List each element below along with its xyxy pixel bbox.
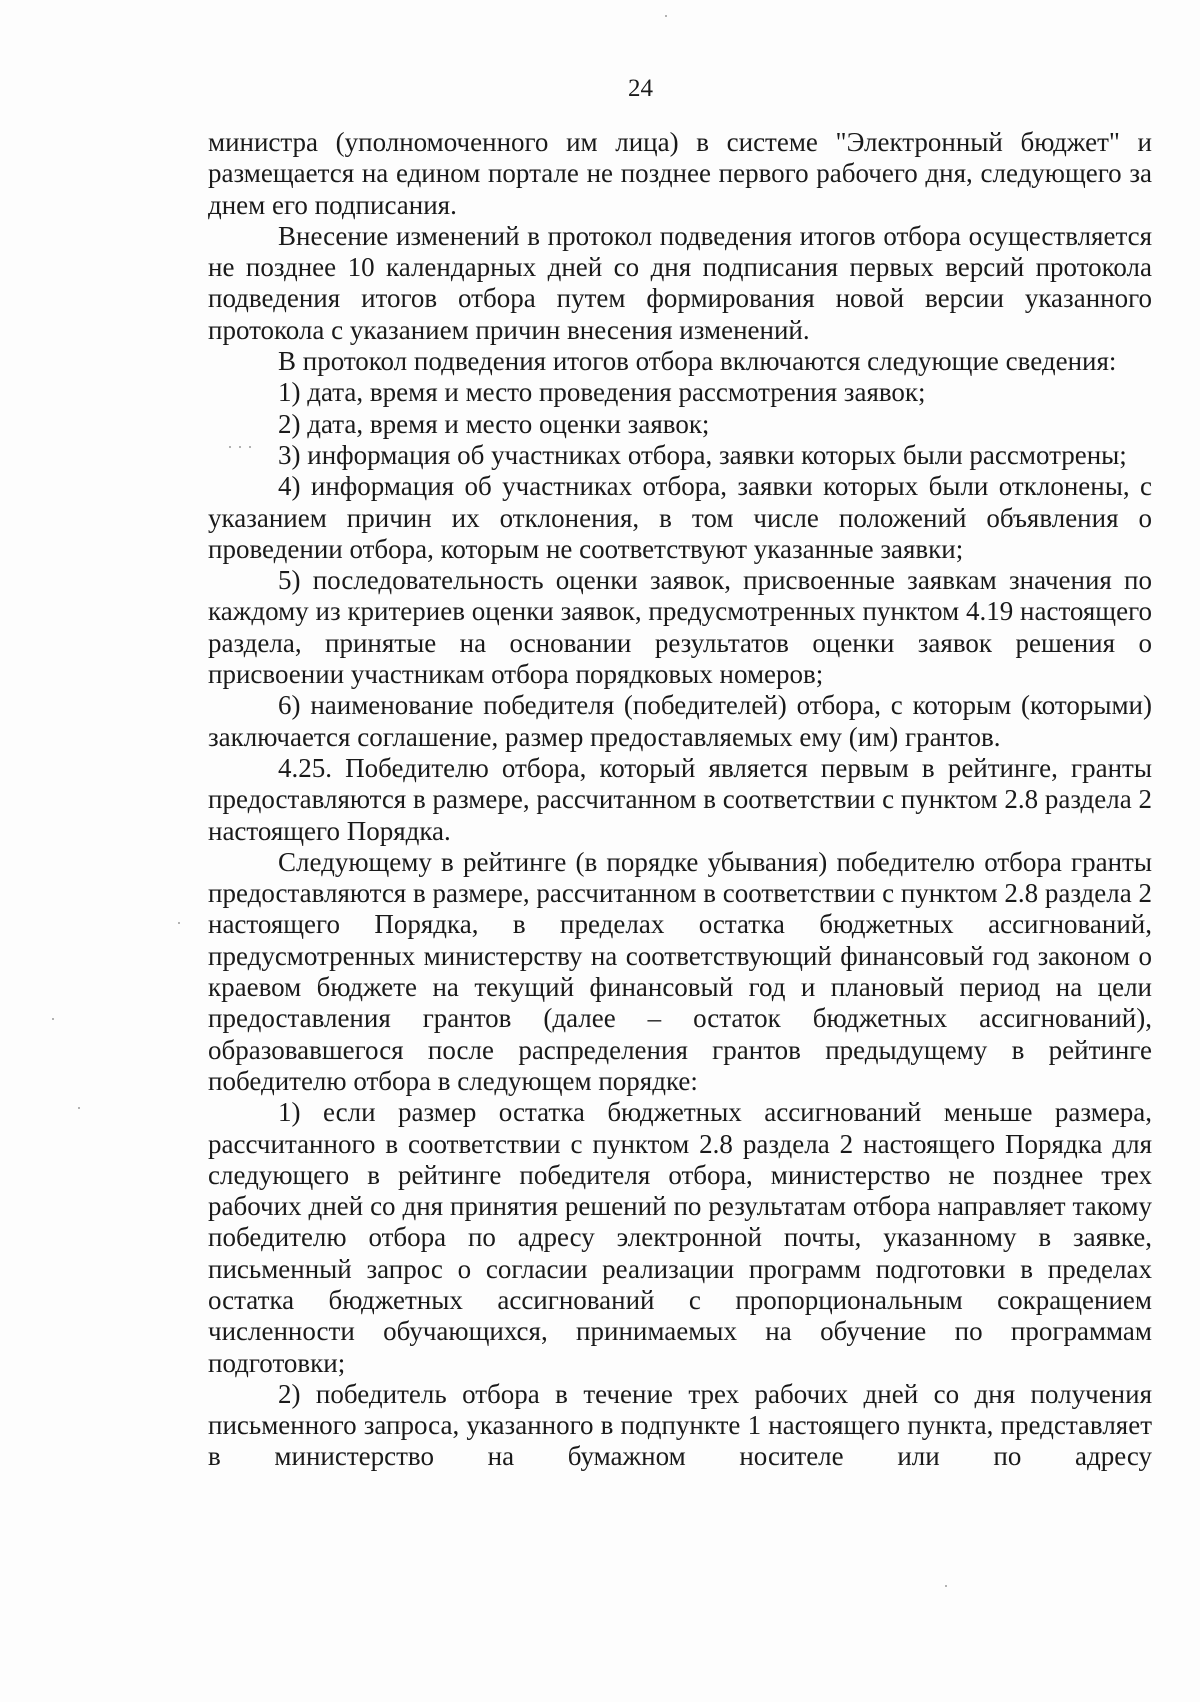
scan-speck <box>239 446 241 448</box>
scan-speck <box>665 15 667 17</box>
list-item: 4) информация об участниках отбора, заявки которых были отклонены, с указанием причин их отклонения, в том числе положений объявления о проведении отбора, которым не соответствуют указанные заявки; <box>208 471 1152 564</box>
scan-speck <box>78 1107 80 1109</box>
list-item: 1) если размер остатка бюджетных ассигнований меньше размера, рассчитанного в соответствии с пунктом 2.8 раздела 2 настоящего Порядка для следующего в рейтинге победителя отбора, министерство не позднее трех рабочих дней со дня принятия решений по результатам отбора направляет такому победителю отбора по адресу электронной почты, указанному в заявке, письменный запрос о согласии реализации программ подготовки в пределах остатка бюджетных ассигнований с пропорциональным сокращением численности обучающихся, принимаемых на обучение по программам подготовки; <box>208 1097 1152 1378</box>
list-item: 5) последовательность оценки заявок, присвоенные заявкам значения по каждому из критериев оценки заявок, предусмотренных пунктом 4.19 настоящего раздела, принятые на основании результатов оценки заявок решения о присвоении участникам отбора порядковых номеров; <box>208 565 1152 690</box>
paragraph: Внесение изменений в протокол подведения итогов отбора осуществляется не позднее 10 календарных дней со дня подписания первых версий протокола подведения итогов отбора путем формирования новой версии указанного протокола с указанием причин внесения изменений. <box>208 220 1152 345</box>
scan-speck <box>52 1018 54 1020</box>
document-body <box>208 127 1152 1473</box>
list-item: 2) победитель отбора в течение трех рабочих дней со дня получения письменного запроса, указанного в подпункте 1 настоящего пункта, представляет в министерство на бумажном носителе или по адресу <box>208 1378 1152 1472</box>
paragraph: 4.25. Победителю отбора, который является первым в рейтинге, гранты предоставляются в размере, рассчитанном в соответствии с пунктом 2.8 раздела 2 настоящего Порядка. <box>208 752 1152 846</box>
paragraph: В протокол подведения итогов отбора включаются следующие сведения: <box>278 346 1117 377</box>
scan-speck <box>945 1585 947 1587</box>
list-item: 3) информация об участниках отбора, заявки которых были рассмотрены; <box>278 439 1127 470</box>
list-item: 2) дата, время и место оценки заявок; <box>278 408 710 439</box>
paragraph: Следующему в рейтинге (в порядке убывания) победителю отбора гранты предоставляются в размере, рассчитанном в соответствии с пунктом 2.8 раздела 2 настоящего Порядка, в пределах остатка бюджетных ассигнований, предусмотренных министерству на соответствующий финансовый год законом о краевом бюджете на текущий финансовый год и плановый период на цели предоставления грантов (далее – остаток бюджетных ассигнований), образовавшегося после распределения грантов предыдущему в рейтинге победителю отбора в следующем порядке: <box>208 846 1152 1096</box>
page-number: 24 <box>628 75 653 102</box>
scan-speck <box>249 446 251 448</box>
paragraph: министра (уполномоченного им лица) в системе "Электронный бюджет" и размещается на едином портале не позднее первого рабочего дня, следующего за днем его подписания. <box>208 127 1152 220</box>
scan-speck <box>229 446 231 448</box>
list-item: 1) дата, время и место проведения рассмотрения заявок; <box>278 377 926 408</box>
list-item: 6) наименование победителя (победителей) отбора, с которым (которыми) заключается соглашение, размер предоставляемых ему (им) грантов. <box>208 690 1152 752</box>
scan-speck <box>178 922 180 924</box>
